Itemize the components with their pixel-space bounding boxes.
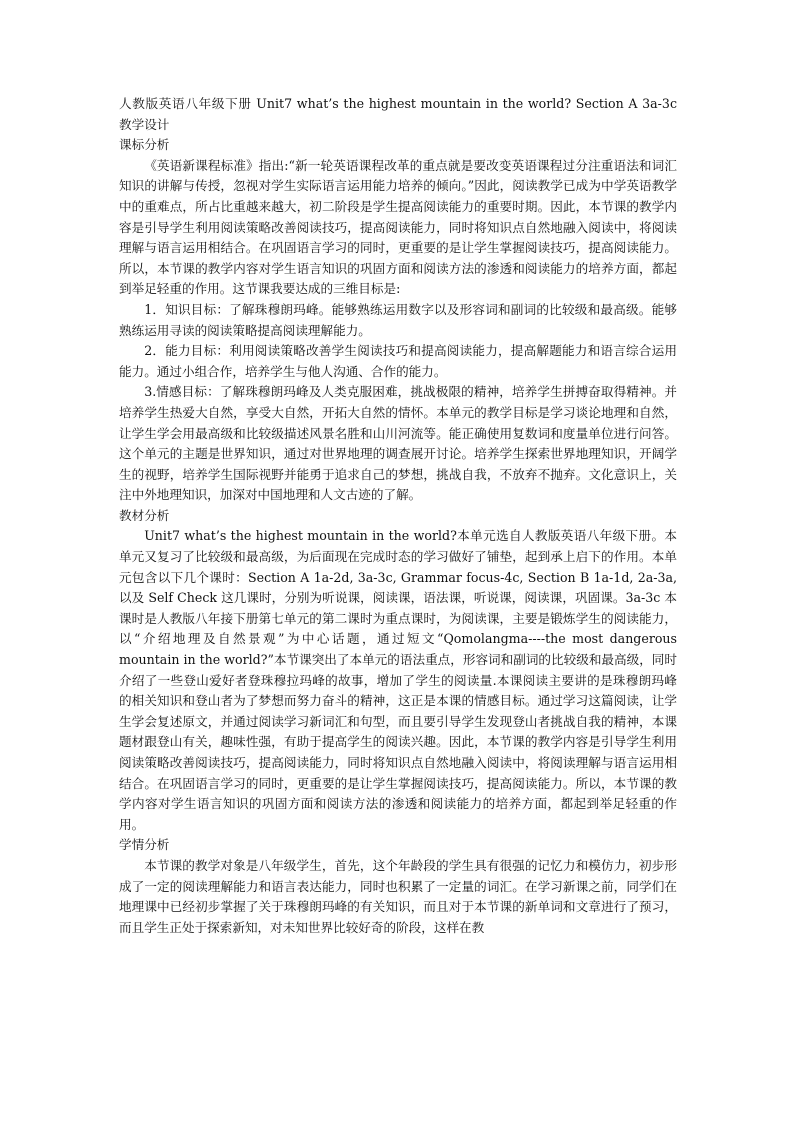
student-analysis-paragraph: 本节课的教学对象是八年级学生，首先，这个年龄段的学生具有很强的记忆力和模仿力，初步形成了一定的阅读理解能力和语言表达能力，同时也积累了一定量的词汇。在学习新课之前，同学们在地理课中已经初步掌握了关于珠穆朗玛峰的有关知识，而且对于本节课的新单词和文章进行了预习，而且学生正处于探索新知，对未知世界比较好奇的阶段，这样在教 <box>119 857 677 935</box>
section-heading-students: 学情分析 <box>119 837 170 853</box>
section-heading-textbook: 教材分析 <box>119 507 170 523</box>
document-page <box>119 94 677 938</box>
textbook-analysis-paragraph: Unit7 what’s the highest mountain in the world?本单元选自人教版英语八年级下册。本单元又复习了比较级和最高级，为后面现在完成时态的学习做好了铺垫，起到承上启下的作用。本单元包含以下几个课时：Section A 1a-2d, 3a-3c, Grammar focus-4c, Section B 1a-1d, 2a-3a, 以及 Self Check 这几课时，分别为听说课，阅读课，语法课，听说课，阅读课，巩固课。3a-3c 本课时是人教版八年接下册第七单元的第二课时为重点课时，为阅读课，主要是锻炼学生的阅读能力，以“介绍地理及自然景观”为中心话题，通过短文“Qomolangma----the most dangerous mountain in the world?”本节课突出了本单元的语法重点，形容词和副词的比较级和最高级，同时介绍了一些登山爱好者登珠穆拉玛峰的故事，增加了学生的阅读量.本课阅读主要讲的是珠穆朗玛峰的相关知识和登山者为了梦想而努力奋斗的精神，这正是本课的情感目标。通过学习这篇阅读，让学生学会复述原文，并通过阅读学习新词汇和句型，而且要引导学生发现登山者挑战自我的精神，本课题材跟登山有关，趣味性强，有助于提高学生的阅读兴趣。因此，本节课的教学内容是引导学生利用阅读策略改善阅读技巧，提高阅读能力，同时将知识点自然地融入阅读中，将阅读理解与语言运用相结合。在巩固语言学习的同时，更重要的是让学生掌握阅读技巧，提高阅读能力。所以，本节课的教学内容对学生语言知识的巩固方面和阅读方法的渗透和阅读能力的培养方面，都起到举足轻重的作用。 <box>119 528 677 832</box>
document-title: 人教版英语八年级下册 Unit7 what’s the highest mountain in the world? Section A 3a-3c 教学设计 <box>119 96 677 132</box>
section-heading-curriculum: 课标分析 <box>119 137 170 153</box>
curriculum-intro-paragraph: 《英语新课程标准》指出:“新一轮英语课程改革的重点就是要改变英语课程过分注重语法和词汇知识的讲解与传授，忽视对学生实际语言运用能力培养的倾向。”因此，阅读教学已成为中学英语教学中的重难点，所占比重越来越大，初二阶段是学生提高阅读能力的重要时期。因此，本节课的教学内容是引导学生利用阅读策略改善阅读技巧，提高阅读能力，同时将知识点自然地融入阅读中，将阅读理解与语言运用相结合。在巩固语言学习的同时，更重要的是让学生掌握阅读技巧，提高阅读能力。所以，本节课的教学内容对学生语言知识的巩固方面和阅读方法的渗透和阅读能力的培养方面，都起到举足轻重的作用。这节课我要达成的三维目标是: <box>119 157 677 297</box>
goal-ability: 2．能力目标：利用阅读策略改善学生阅读技巧和提高阅读能力，提高解题能力和语言综合运用能力。通过小组合作，培养学生与他人沟通、合作的能力。 <box>119 343 677 379</box>
goal-knowledge: 1．知识目标：了解珠穆朗玛峰。能够熟练运用数字以及形容词和副词的比较级和最高级。能够熟练运用寻读的阅读策略提高阅读理解能力。 <box>119 301 677 338</box>
goal-emotion: 3.情感目标：了解珠穆朗玛峰及人类克服困难，挑战极限的精神，培养学生拼搏奋取得精神。并培养学生热爱大自然，享受大自然，开拓大自然的情怀。本单元的教学目标是学习谈论地理和自然，让学生学会用最高级和比较级描述风景名胜和山川河流等。能正确使用复数词和度量单位进行问答。这个单元的主题是世界知识，通过对世界地理的调查展开讨论。培养学生探索世界地理知识，开阔学生的视野，培养学生国际视野并能勇于追求自己的梦想，挑战自我，不放弃不抛弃。文化意识上，关注中外地理知识，加深对中国地理和人文古迹的了解。 <box>119 384 677 503</box>
